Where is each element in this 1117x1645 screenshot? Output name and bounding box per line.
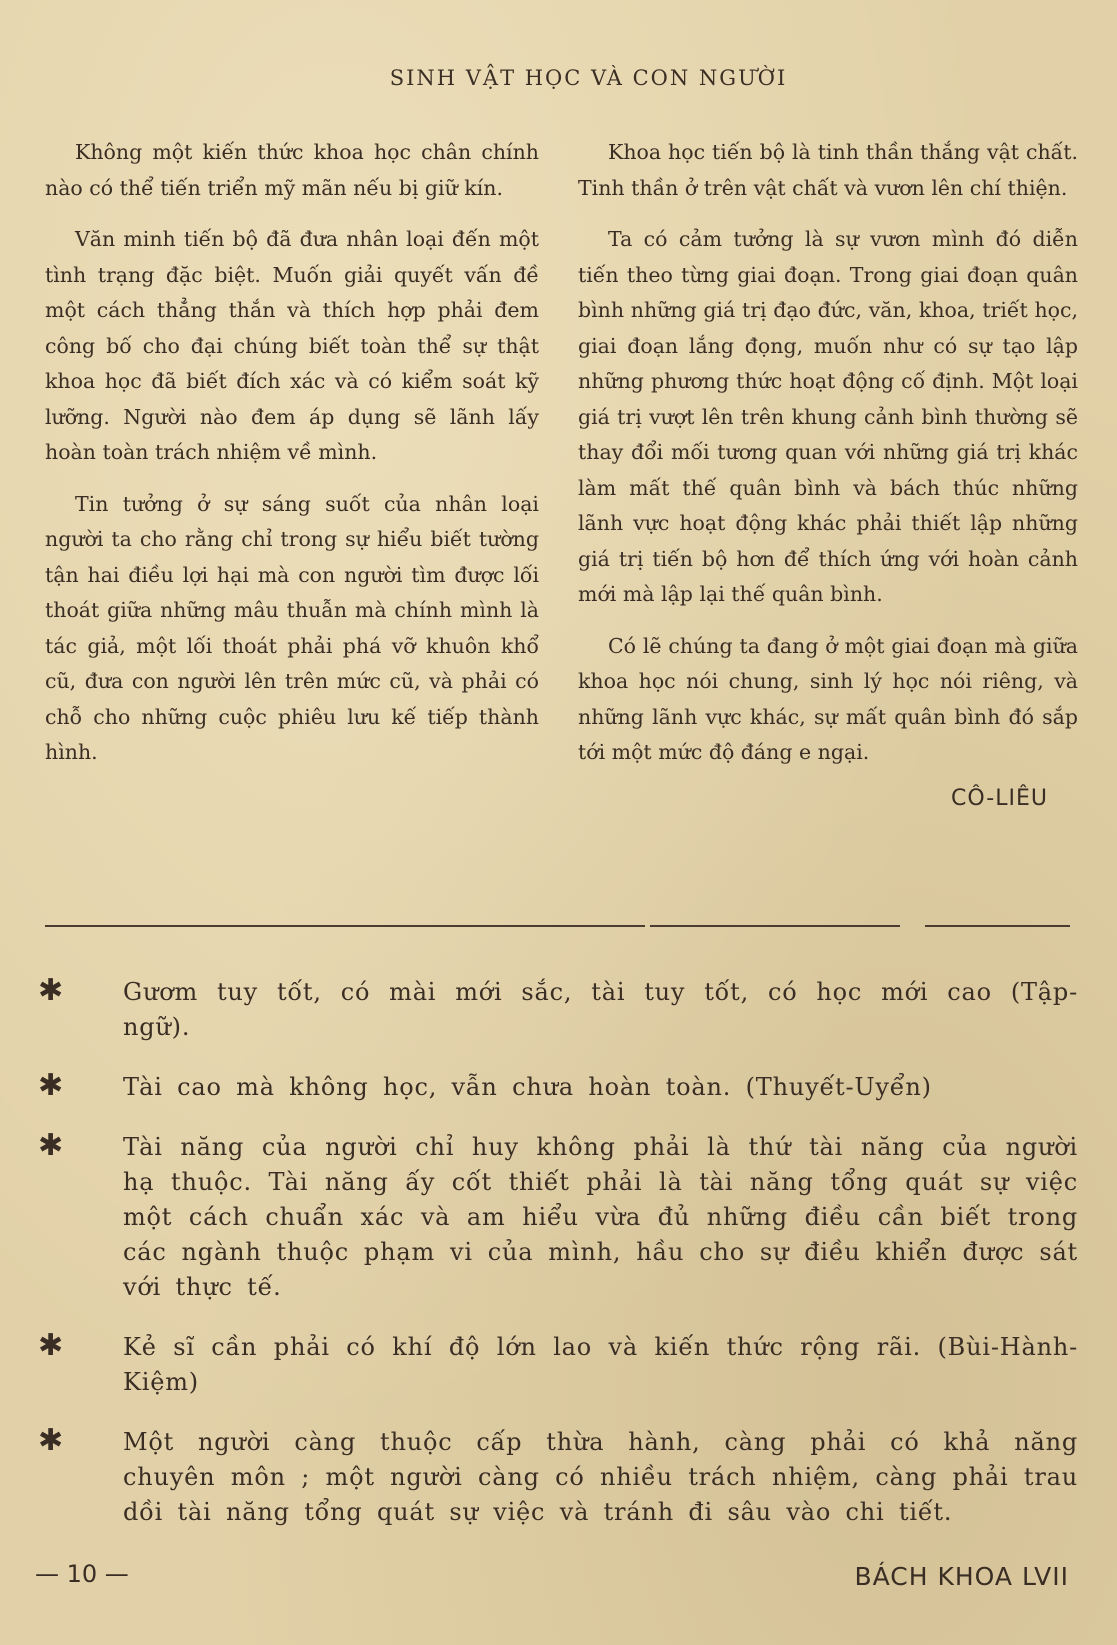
right-paragraph-2: Ta có cảm tưởng là sự vươn mình đó diễn tiến theo từng giai đoạn. Trong giai đoạn quân bình những giá trị đạo đức, văn, khoa, triết học, giai đoạn lắng đọng, muốn như có sự tạo lập những phương thức hoạt động cố định. Một loại giá trị vượt lên trên khung cảnh bình thường sẽ thay đổi mối tương quan với những giá trị khác làm mất thế quân bình và bách thúc những lãnh vực hoạt động khác phải thiết lập những giá trị tiến bộ hơn để thích ứng với hoàn cảnh mới mà lập lại thế quân bình. [578, 227, 1078, 606]
page-number: — 10 — [35, 1560, 129, 1588]
left-paragraph-2: Văn minh tiến bộ đã đưa nhân loại đến một tình trạng đặc biệt. Muốn giải quyết vấn đề một cách thẳng thắn và thích hợp phải đem công bố cho đại chúng biết toàn thể sự thật khoa học đã biết đích xác và có kiểm soát kỹ lưỡng. Người nào đem áp dụng sẽ lãnh lấy hoàn toàn trách nhiệm về mình. [45, 227, 539, 464]
quote-text: Gươm tuy tốt, có mài mới sắc, tài tuy tốt, có học mới cao (Tập-ngữ). [123, 978, 1078, 1041]
section-divider [650, 925, 900, 927]
quote-text: Tài năng của người chỉ huy không phải là thứ tài năng của người hạ thuộc. Tài năng ấy cốt thiết phải là tài năng tổng quát sự việc một cách chuẩn xác và am hiểu vừa đủ những điều cần biết trong các ngành thuộc phạm vi của mình, hầu cho sự điều khiển được sát với thực tế. [123, 1133, 1078, 1301]
star-bullet-icon: ✱ [38, 1328, 64, 1363]
quote-text: Kẻ sĩ cần phải có khí độ lớn lao và kiến thức rộng rãi. (Bùi-Hành-Kiệm) [123, 1333, 1078, 1396]
quote-item [38, 975, 1078, 1045]
quote-item [38, 1425, 1078, 1530]
right-article-column [578, 135, 1078, 816]
left-article-column [45, 135, 539, 787]
section-divider [45, 925, 645, 927]
right-paragraph-3: Có lẽ chúng ta đang ở một giai đoạn mà giữa khoa học nói chung, sinh lý học nói riêng, và những lãnh vực khác, sự mất quân bình đó sắp tới một mức độ đáng e ngại. [578, 633, 1078, 764]
left-paragraph-1: Không một kiến thức khoa học chân chính nào có thể tiến triển mỹ mãn nếu bị giữ kín. [45, 140, 539, 200]
star-bullet-icon: ✱ [38, 1423, 64, 1458]
quote-item [38, 1130, 1078, 1305]
quote-text: Một người càng thuộc cấp thừa hành, càng phải có khả năng chuyên môn ; một người càng có nhiều trách nhiệm, càng phải trau dồi tài năng tổng quát sự việc và tránh đi sâu vào chi tiết. [123, 1428, 1078, 1526]
page-header-title: SINH VẬT HỌC VÀ CON NGƯỜI [389, 66, 788, 90]
left-paragraph-3: Tin tưởng ở sự sáng suốt của nhân loại người ta cho rằng chỉ trong sự hiểu biết tường tận hai điều lợi hại mà con người tìm được lối thoát giữa những mâu thuẫn mà chính mình là tác giả, một lối thoát phải phá vỡ khuôn khổ cũ, đưa con người lên trên mức cũ, và phải có chỗ cho những cuộc phiêu lưu kế tiếp thành hình. [45, 491, 539, 764]
quotes-list [38, 975, 1078, 1555]
section-divider [925, 925, 1070, 927]
right-paragraph-1: Khoa học tiến bộ là tinh thần thắng vật chất. Tinh thần ở trên vật chất và vươn lên chí thiện. [578, 140, 1078, 200]
quote-item [38, 1330, 1078, 1400]
star-bullet-icon: ✱ [38, 1068, 64, 1103]
star-bullet-icon: ✱ [38, 1128, 64, 1163]
author-signature: CÔ-LIÊU [951, 785, 1048, 811]
star-bullet-icon: ✱ [38, 973, 64, 1008]
publication-name: BÁCH KHOA LVII [854, 1562, 1069, 1591]
quote-text: Tài cao mà không học, vẫn chưa hoàn toàn. (Thuyết-Uyển) [123, 1073, 932, 1101]
quote-item [38, 1070, 1078, 1105]
